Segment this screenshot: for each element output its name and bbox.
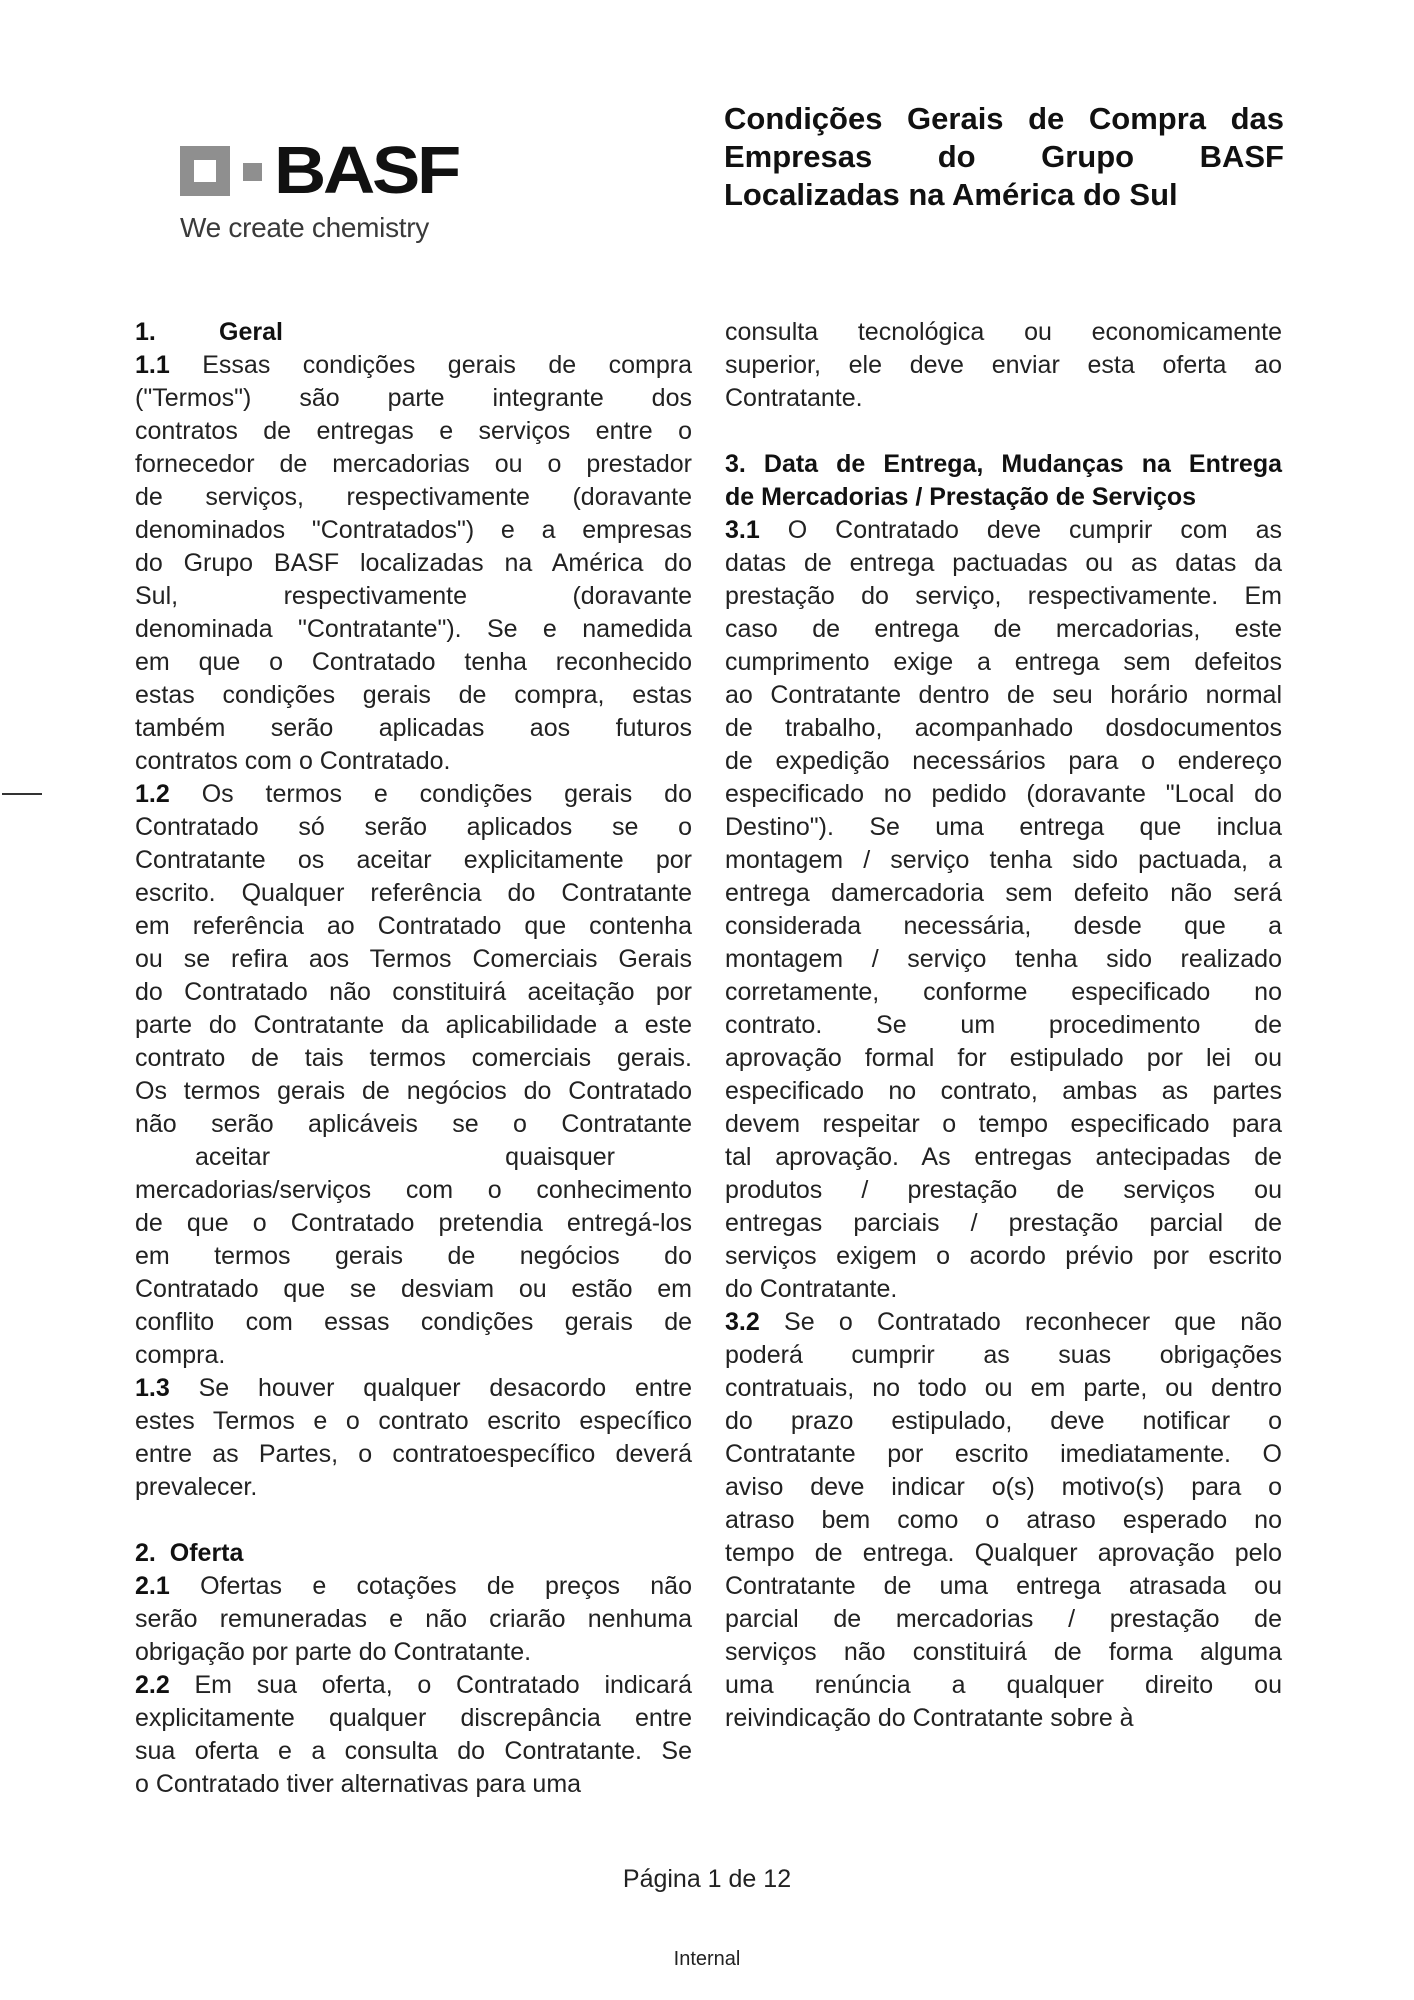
clause-number: 1.1 <box>135 351 170 379</box>
document-title <box>724 100 1284 214</box>
section-heading-1: 1. Geral <box>135 318 283 346</box>
clause-1-3: 1.3 Se houver qualquer desacordo entre estes Termos e o contrato escrito específico entre as Partes, o contratoespecífico deverá prevalecer. <box>135 1374 692 1501</box>
logo-small-square-icon <box>243 163 262 181</box>
clause-number: 2.2 <box>135 1671 170 1699</box>
clause-number: 1.3 <box>135 1374 170 1402</box>
clause-1-1: 1.1 Essas condições gerais de compra ("Termos") são parte integrante dos contratos de entregas e serviços entre o fornecedor de mercadorias ou o prestador de serviços, respectivamente (doravante denominados "Contratados") e a empresas do Grupo BASF localizadas na América do Sul, respectivamente (doravante denominada "Contratante"). Se e namedida em que o Contratado tenha reconhecido estas condições gerais de compra, estas também serão aplicadas aos futuros contratos com o Contratado. <box>135 351 692 775</box>
logo-wordmark: BASF <box>274 133 459 208</box>
margin-line-mark <box>2 793 42 795</box>
logo-tagline: We create chemistry <box>180 212 429 243</box>
logo-large-square-icon <box>180 146 230 196</box>
title-line: Localizadas na América do Sul <box>724 177 1178 212</box>
right-column <box>725 316 1282 1735</box>
spacer <box>725 415 1282 448</box>
basf-logo <box>180 133 460 244</box>
clause-number: 3.1 <box>725 516 760 544</box>
clause-3-1: 3.1 O Contratado deve cumprir com as datas de entrega pactuadas ou as datas da prestação do serviço, respectivamente. Em caso de entrega de mercadorias, este cumprimento exige a entrega sem defeitos ao Contratante dentro de seu horário normal de trabalho, acompanhado dosdocumentos de expedição necessários para o endereço especificado no pedido (doravante "Local do Destino"). Se uma entrega que inclua montagem / serviço tenha sido pactuada, a entrega damercadoria sem defeito não será considerada necessária, desde que a montagem / serviço tenha sido realizado corretamente, conforme especificado no contrato. Se um procedimento de aprovação formal for estipulado por lei ou especificado no contrato, ambas as partes devem respeitar o tempo especificado para tal aprovação. As entregas antecipadas de produtos / prestação de serviços ou entregas parciais / prestação parcial de serviços exigem o acordo prévio por escrito do Contratante. <box>725 516 1282 1303</box>
clause-number: 2.1 <box>135 1572 170 1600</box>
clause-2-2-continued: consulta tecnológica ou economicamente superior, ele deve enviar esta oferta ao Contratante. <box>725 318 1282 412</box>
classification-label: Internal <box>673 1948 741 1970</box>
title-line: Empresas do Grupo BASF <box>724 139 1284 174</box>
page-number: Página 1 de 12 <box>622 1865 792 1893</box>
spacer <box>135 1504 692 1537</box>
section-heading-3: 3. Data de Entrega, Mudanças na Entrega de Mercadorias / Prestação de Serviços <box>725 450 1282 511</box>
left-column <box>135 316 692 1801</box>
clause-number: 1.2 <box>135 780 170 808</box>
clause-2-2: 2.2 Em sua oferta, o Contratado indicará explicitamente qualquer discrepância entre sua oferta e a consulta do Contratante. Se o Contratado tiver alternativas para uma <box>135 1671 692 1798</box>
clause-2-1: 2.1 Ofertas e cotações de preços não serão remuneradas e não criarão nenhuma obrigação por parte do Contratante. <box>135 1572 692 1666</box>
title-line: Condições Gerais de Compra das <box>724 101 1284 136</box>
section-heading-2: 2. Oferta <box>135 1539 244 1567</box>
clause-number: 3.2 <box>725 1308 760 1336</box>
clause-3-2: 3.2 Se o Contratado reconhecer que não poderá cumprir as suas obrigações contratuais, no todo ou em parte, ou dentro do prazo estipulado, deve notificar o Contratante por escrito imediatamente. O aviso deve indicar o(s) motivo(s) para o atraso bem como o atraso esperado no tempo de entrega. Qualquer aprovação pelo Contratante de uma entrega atrasada ou parcial de mercadorias / prestação de serviços não constituirá de forma alguma uma renúncia a qualquer direito ou reivindicação do Contratante sobre à <box>725 1308 1282 1732</box>
clause-1-2: 1.2 Os termos e condições gerais do Contratado só serão aplicados se o Contratante os aceitar explicitamente por escrito. Qualquer referência do Contratante em referência ao Contratado que contenha ou se refira aos Termos Comerciais Gerais do Contratado não constituirá aceitação por parte do Contratante da aplicabilidade a este contrato de tais termos comerciais gerais. Os termos gerais de negócios do Contratado não serão aplicáveis se o Contratante aceitar quaisquer mercadorias/serviços com o conhecimento de que o Contratado pretendia entregá-los em termos gerais de negócios do Contratado que se desviam ou estão em conflito com essas condições gerais de compra. <box>135 780 692 1369</box>
